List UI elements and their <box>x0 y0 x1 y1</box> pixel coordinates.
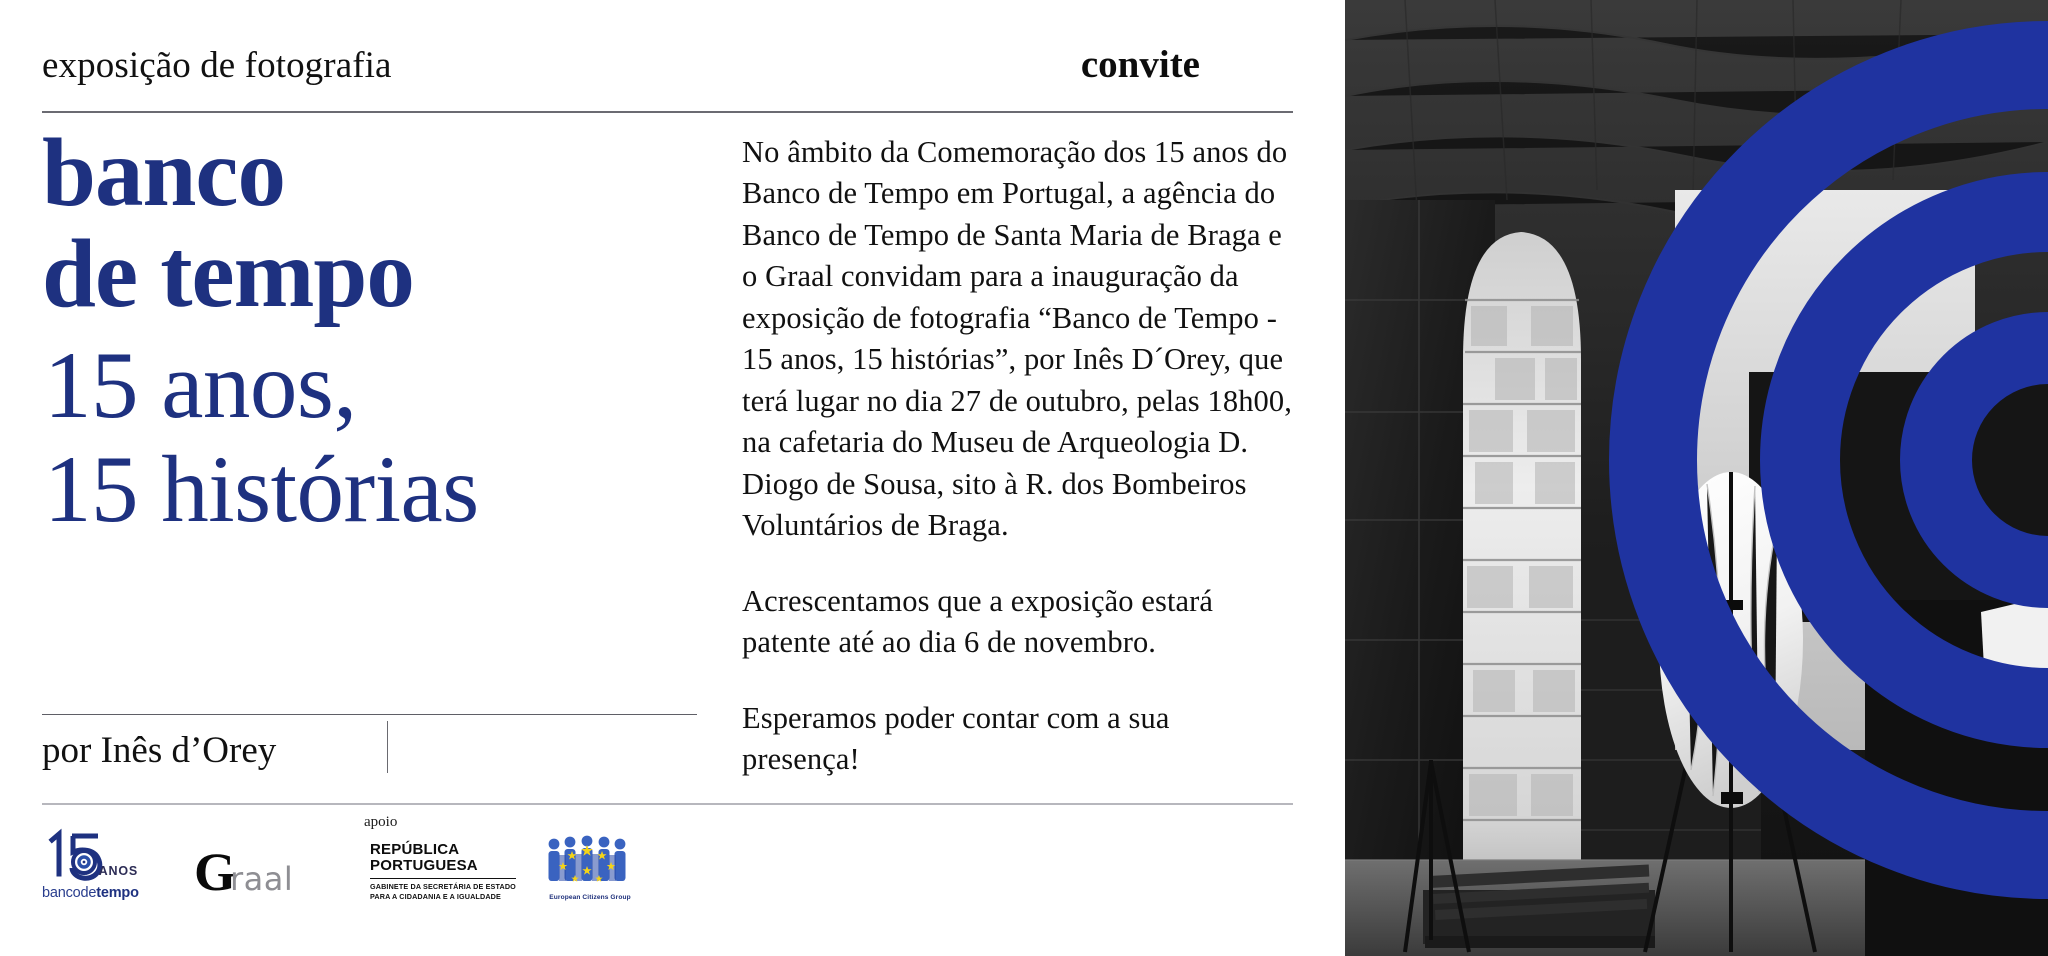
content-columns <box>42 119 1293 781</box>
title-column <box>42 119 697 781</box>
graal-initial: G <box>194 842 237 902</box>
description-column <box>697 124 1293 781</box>
graal-rest: raal <box>230 860 294 898</box>
author-credit: por Inês d’Orey <box>42 729 277 771</box>
ecg-people-icon <box>542 835 632 887</box>
page-title <box>42 119 697 543</box>
author-credit-block <box>42 714 702 785</box>
invite-badge: convite <box>1080 43 1200 86</box>
bdt-15-mark-icon <box>42 828 138 884</box>
republica-row <box>364 840 514 901</box>
title-line-2: de tempo <box>42 219 414 327</box>
republica-sub-2: PARA A CIDADANIA E A IGUALDADE <box>370 891 501 901</box>
logo-banco-de-tempo <box>42 828 194 901</box>
exhibition-photo <box>1345 0 2048 956</box>
pallet <box>1423 864 1655 948</box>
photo-scene <box>1345 0 2048 956</box>
paragraph-closing: Esperamos poder contar com a sua presença! <box>742 700 1170 777</box>
title-line-3: 15 anos, <box>44 331 357 438</box>
bdt-anos-label: ANOS <box>98 864 138 878</box>
republica-sub-1: GABINETE DA SECRETÁRIA DE ESTADO <box>370 882 516 892</box>
bdt-word-bold: tempo <box>96 885 139 901</box>
apoio-label: apoio <box>364 813 398 830</box>
graal-wordmark <box>194 842 322 902</box>
bdt-word-light: bancode <box>42 885 97 901</box>
author-line <box>42 715 702 785</box>
title-line-1: banco <box>42 119 285 226</box>
logo-republica-portuguesa <box>364 813 542 901</box>
paragraph-duration: Acrescentamos que a exposição estará patente até ao dia 6 de novembro. <box>742 583 1214 660</box>
footer-divider <box>42 803 1293 805</box>
header-divider <box>42 111 1293 113</box>
author-tick-mark <box>387 721 388 773</box>
republica-divider <box>370 878 516 879</box>
header <box>42 0 1293 100</box>
bdt-wordmark <box>42 885 154 901</box>
ecg-caption: European Citizens Group <box>549 894 631 901</box>
sponsor-logos <box>42 813 638 902</box>
logo-graal <box>194 842 364 902</box>
republica-line-2: PORTUGUESA <box>370 857 478 875</box>
photo-svg <box>1345 0 2048 956</box>
logo-european-citizens-group <box>542 835 638 901</box>
republica-line-1: REPÚBLICA <box>370 840 460 858</box>
title-line-4: 15 histórias <box>44 436 479 543</box>
paragraph-details: No âmbito da Comemoração dos 15 anos do Banco de Tempo em Portugal, a agência do Banco de Tempo de Santa Maria de Braga e o Graal convidam para a inauguração da exposição de fotografia “Banco de Tempo - 15 anos, 15 histórias”, por Inês D´Orey, que terá lugar no dia 27 de outubro, pelas 18h00, na cafetaria do Museu de Arqueologia D. Diogo de Sousa, sito à R. dos Bombeiros Voluntários de Braga. <box>742 135 1292 543</box>
republica-text <box>370 840 516 901</box>
exhibition-kicker: exposição de fotografia <box>42 45 392 86</box>
